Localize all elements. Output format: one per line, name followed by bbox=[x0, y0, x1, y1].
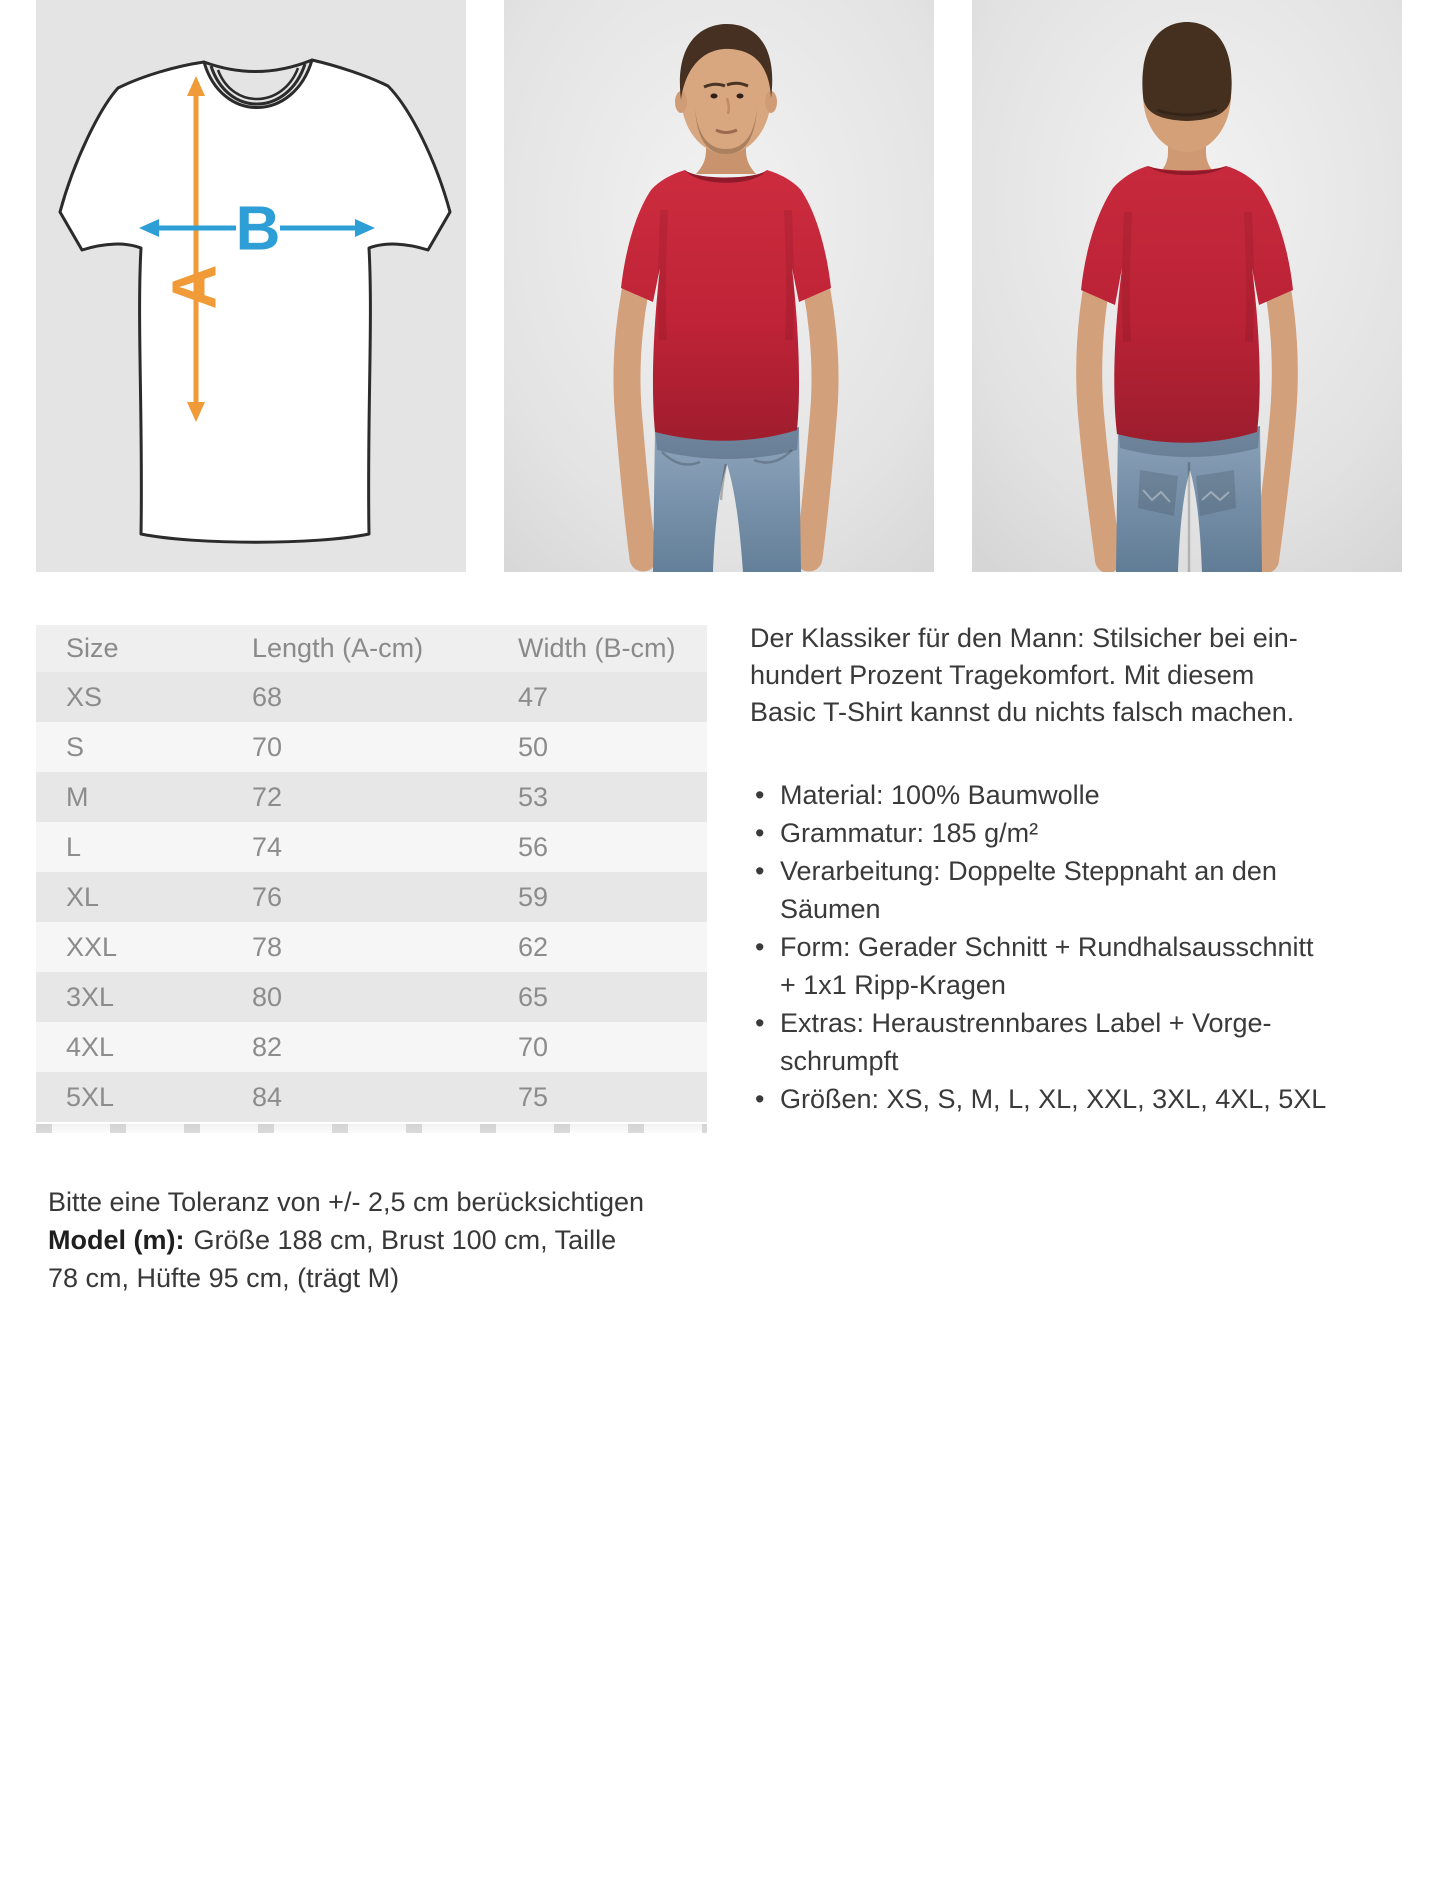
length-cell: 74 bbox=[252, 822, 518, 872]
bullet-icon bbox=[750, 1042, 780, 1080]
width-cell: 75 bbox=[518, 1072, 707, 1122]
feature-line bbox=[750, 814, 1400, 852]
size-table bbox=[36, 625, 707, 1122]
feature-text: schrumpft bbox=[780, 1046, 899, 1076]
size-table-header bbox=[36, 625, 707, 672]
description-intro bbox=[750, 620, 1400, 731]
product-image-model-back[interactable] bbox=[972, 0, 1402, 572]
feature-line bbox=[750, 966, 1400, 1004]
tshirt-fold-right bbox=[788, 210, 790, 340]
table-row bbox=[36, 1022, 707, 1072]
tshirt-fold-left bbox=[1126, 212, 1128, 342]
bullet-icon: • bbox=[755, 1008, 765, 1038]
width-cell: 62 bbox=[518, 922, 707, 972]
model-info-line: 78 cm, Hüfte 95 cm, (trägt M) bbox=[48, 1263, 400, 1293]
jeans-right-back-pocket bbox=[1196, 470, 1236, 516]
tshirt-fold-left bbox=[662, 210, 664, 340]
feature-text: Säumen bbox=[780, 894, 881, 924]
feature-text: Größen: XS, S, M, L, XL, XXL, 3XL, 4XL, 5XL bbox=[780, 1084, 1327, 1114]
bullet-icon: • bbox=[755, 932, 765, 962]
length-cell: 70 bbox=[252, 722, 518, 772]
model-front-illustration bbox=[504, 0, 934, 572]
size-cell: M bbox=[36, 772, 252, 822]
length-cell: 78 bbox=[252, 922, 518, 972]
length-cell: 76 bbox=[252, 872, 518, 922]
feature-text: Grammatur: 185 g/m² bbox=[780, 818, 1039, 848]
bullet-icon: • bbox=[755, 1084, 765, 1114]
model-back-illustration bbox=[972, 0, 1402, 572]
table-row bbox=[36, 672, 707, 722]
size-cell: XS bbox=[36, 672, 252, 722]
size-cell: L bbox=[36, 822, 252, 872]
size-cell: 5XL bbox=[36, 1072, 252, 1122]
feature-text: Verarbeitung: Doppelte Steppnaht an den bbox=[780, 856, 1277, 886]
length-cell: 82 bbox=[252, 1022, 518, 1072]
size-cell: XL bbox=[36, 872, 252, 922]
size-cell: XXL bbox=[36, 922, 252, 972]
length-cell: 72 bbox=[252, 772, 518, 822]
product-description bbox=[750, 620, 1400, 1118]
column-header-size: Size bbox=[36, 625, 252, 672]
table-row bbox=[36, 872, 707, 922]
length-cell: 68 bbox=[252, 672, 518, 722]
table-row bbox=[36, 822, 707, 872]
column-header-length: Length (A-cm) bbox=[252, 625, 518, 672]
arrow-b-label: B bbox=[235, 194, 281, 264]
feature-text: Extras: Heraustrennbares Label + Vorge- bbox=[780, 1008, 1272, 1038]
table-row bbox=[36, 722, 707, 772]
left-eye bbox=[711, 94, 718, 99]
arrow-a-line bbox=[194, 92, 199, 406]
table-row bbox=[36, 922, 707, 972]
arrow-b-line-right bbox=[280, 226, 358, 231]
feature-line bbox=[750, 928, 1400, 966]
width-cell: 65 bbox=[518, 972, 707, 1022]
size-cell: S bbox=[36, 722, 252, 772]
feature-line bbox=[750, 890, 1400, 928]
width-cell: 47 bbox=[518, 672, 707, 722]
bullet-icon: • bbox=[755, 780, 765, 810]
feature-line bbox=[750, 776, 1400, 814]
width-cell: 59 bbox=[518, 872, 707, 922]
hair-back bbox=[1142, 22, 1231, 121]
product-image-size-diagram[interactable] bbox=[36, 0, 466, 572]
model-info-text: Größe 188 cm, Brust 100 cm, Taille bbox=[193, 1225, 617, 1255]
model-info-line bbox=[48, 1221, 688, 1259]
feature-line bbox=[750, 1042, 1400, 1080]
tolerance-note: Bitte eine Toleranz von +/- 2,5 cm berücksichtigen bbox=[48, 1187, 645, 1217]
intro-line: hundert Prozent Tragekomfort. Mit diesem bbox=[750, 660, 1255, 690]
tshirt-fold-right bbox=[1248, 212, 1250, 342]
bullet-icon bbox=[750, 890, 780, 928]
size-cell: 3XL bbox=[36, 972, 252, 1022]
feature-text: Form: Gerader Schnitt + Rundhalsausschnitt bbox=[780, 932, 1314, 962]
product-image-model-front[interactable] bbox=[504, 0, 934, 572]
size-table-body bbox=[36, 672, 707, 1122]
right-eye bbox=[737, 94, 744, 99]
length-cell: 84 bbox=[252, 1072, 518, 1122]
table-row bbox=[36, 1072, 707, 1122]
feature-line bbox=[750, 1004, 1400, 1042]
arrow-b-line-left bbox=[156, 226, 236, 231]
bullet-icon bbox=[750, 966, 780, 1004]
table-row bbox=[36, 972, 707, 1022]
bullet-icon: • bbox=[755, 818, 765, 848]
width-cell: 50 bbox=[518, 722, 707, 772]
arrow-a-label: A bbox=[160, 264, 230, 310]
size-cell: 4XL bbox=[36, 1022, 252, 1072]
size-diagram-illustration bbox=[36, 0, 466, 572]
intro-line: Basic T-Shirt kannst du nichts falsch machen. bbox=[750, 697, 1295, 727]
bullet-icon: • bbox=[755, 856, 765, 886]
jeans-left-back-pocket bbox=[1138, 470, 1178, 516]
notes-section bbox=[48, 1183, 688, 1297]
column-header-width: Width (B-cm) bbox=[518, 625, 707, 672]
feature-line bbox=[750, 852, 1400, 890]
feature-text: + 1x1 Ripp-Kragen bbox=[780, 970, 1006, 1000]
width-cell: 56 bbox=[518, 822, 707, 872]
length-cell: 80 bbox=[252, 972, 518, 1022]
feature-list bbox=[750, 776, 1400, 1118]
width-cell: 53 bbox=[518, 772, 707, 822]
intro-line: Der Klassiker für den Mann: Stilsicher bei ein- bbox=[750, 623, 1298, 653]
size-table-section bbox=[36, 625, 707, 1122]
feature-line bbox=[750, 1080, 1400, 1118]
model-info-label: Model (m): bbox=[48, 1225, 185, 1255]
table-cropped-row-remnant bbox=[36, 1124, 707, 1133]
table-row bbox=[36, 772, 707, 822]
feature-text: Material: 100% Baumwolle bbox=[780, 780, 1100, 810]
width-cell: 70 bbox=[518, 1022, 707, 1072]
